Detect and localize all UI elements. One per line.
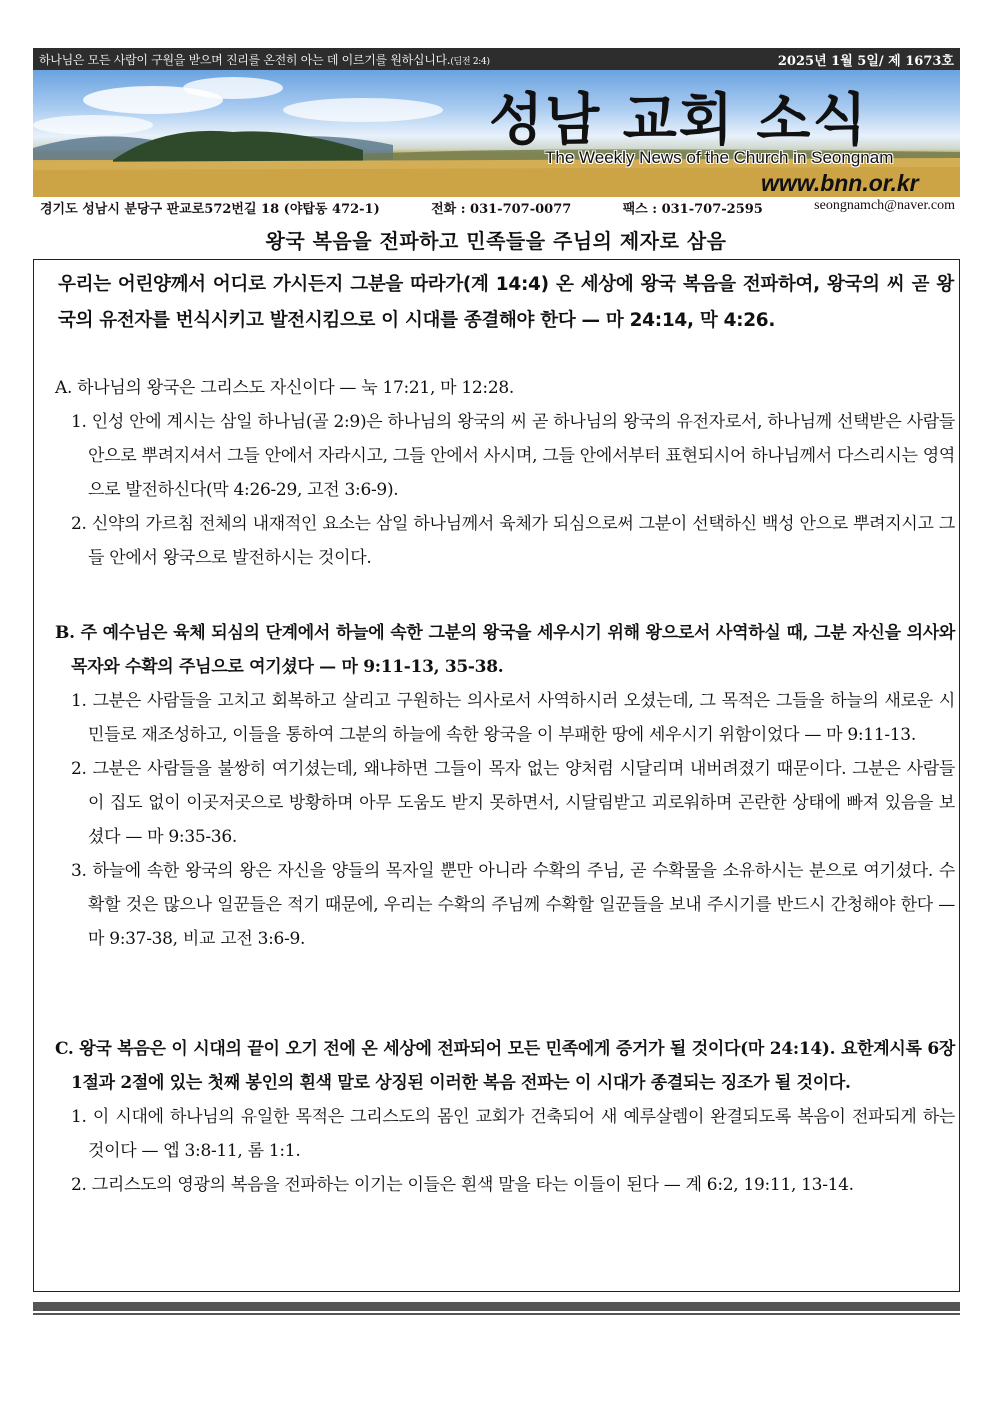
newsletter-title: 성남 교회 소식: [489, 88, 869, 153]
section-a-heading: A. 하나님의 왕국은 그리스도 자신이다 — 눅 17:21, 마 12:28.: [55, 378, 514, 398]
header-verse-ref: (딤전 2:4): [450, 56, 490, 67]
masthead-banner: [33, 70, 960, 197]
section-c: [55, 1032, 955, 1202]
church-phone: 전화 : 031-707-0077: [431, 202, 572, 217]
section-b-item-1: 1. 그분은 사람들을 고치고 회복하고 살리고 구원하는 의사로서 사역하시러 오셨는데, 그 목적은 그들을 하늘의 새로운 시민들로 재조성하고, 이들을 통하여 그분의 하늘에 속한 왕국을 이 부패한 땅에 세우시기 위함이었다 — 마 9:11-13.: [71, 691, 955, 745]
section-c-heading: C. 왕국 복음은 이 시대의 끝이 오기 전에 온 세상에 전파되어 모든 민족에게 증거가 될 것이다(마 24:14). 요한계시록 6장 1절과 2절에 있는 첫째 봉인의 흰색 말로 상징된 이러한 복음 전파는 이 시대가 종결되는 징조가 될 것이다.: [55, 1039, 955, 1093]
section-b-heading: B. 주 예수님은 육체 되심의 단계에서 하늘에 속한 그분의 왕국을 세우시기 위해 왕으로서 사역하실 때, 그분 자신을 의사와 목자와 수확의 주님으로 여기셨다 — 마 9:11-13, 35-38.: [55, 623, 955, 677]
church-address: 경기도 성남시 분당구 판교로572번길 18 (야탑동 472-1): [40, 202, 380, 217]
issue-date: 2025년 1월 5일/ 제 1673호: [777, 53, 954, 69]
section-b: [55, 616, 955, 956]
section-c-item-2: 2. 그리스도의 영광의 복음을 전파하는 이기는 이들은 흰색 말을 타는 이들이 된다 — 계 6:2, 19:11, 13-14.: [71, 1175, 854, 1195]
church-fax: 팩스 : 031-707-2595: [622, 202, 763, 217]
footer-rule: [33, 1302, 960, 1311]
footer-rule-thin: [33, 1313, 960, 1315]
contact-bar: [40, 198, 955, 217]
header-top-bar: [33, 48, 960, 70]
article-headline: 왕국 복음을 전파하고 민족들을 주님의 제자로 삼음: [265, 229, 727, 253]
section-a-item-1: 1. 인성 안에 계시는 삼일 하나님(골 2:9)은 하나님의 왕국의 씨 곧 하나님의 왕국의 유전자로서, 하나님께 선택받은 사람들 안으로 뿌려지셔서 그들 안에서 자라시고, 그들 안에서 사시며, 그들 안에서부터 표현되시어 하나님께서 다스리시는 영역으로 발전하신다(막 4:26-29, 고전 3:6-9).: [71, 412, 955, 500]
section-b-item-2: 2. 그분은 사람들을 불쌍히 여기셨는데, 왜냐하면 그들이 목자 없는 양처럼 시달리며 내버려졌기 때문이다. 그분은 사람들이 집도 없이 이곳저곳으로 방황하며 아무 도움도 받지 못하면서, 시달림받고 괴로워하며 곤란한 상태에 빠져 있음을 보셨다 — 마 9:35-36.: [71, 759, 955, 847]
church-email[interactable]: seongnamch@naver.com: [814, 198, 955, 213]
newsletter-subtitle: The Weekly News of the Church in Seongnam: [545, 148, 894, 167]
header-verse: 하나님은 모든 사람이 구원을 받으며 진리를 온전히 아는 데 이르기를 원하십니다.(딤전 2:4): [39, 52, 490, 67]
section-b-item-3: 3. 하늘에 속한 왕국의 왕은 자신을 양들의 목자일 뿐만 아니라 수확의 주님, 곧 수확물을 소유하시는 분으로 여기셨다. 수확할 것은 많으나 일꾼들은 적기 때문에, 우리는 수확의 주님께 수확할 일꾼들을 보내 주시기를 반드시 간청해야 한다 — 마 9:37-38, 비교 고전 3:6-9.: [71, 861, 955, 949]
website-link[interactable]: www.bnn.or.kr: [761, 170, 919, 196]
section-a: [55, 371, 955, 575]
section-c-item-1: 1. 이 시대에 하나님의 유일한 목적은 그리스도의 몸인 교회가 건축되어 새 예루살렘이 완결되도록 복음이 전파되게 하는 것이다 — 엡 3:8-11, 롬 1:1.: [71, 1107, 955, 1161]
section-a-item-2: 2. 신약의 가르침 전체의 내재적인 요소는 삼일 하나님께서 육체가 되심으로써 그분이 선택하신 백성 안으로 뿌려지시고 그들 안에서 왕국으로 발전하시는 것이다.: [71, 514, 955, 568]
article-intro: 우리는 어린양께서 어디로 가시든지 그분을 따라가(계 14:4) 온 세상에 왕국 복음을 전파하여, 왕국의 씨 곧 왕국의 유전자를 번식시키고 발전시킴으로 이 시대를 종결해야 한다 — 마 24:14, 막 4:26.: [58, 274, 954, 331]
